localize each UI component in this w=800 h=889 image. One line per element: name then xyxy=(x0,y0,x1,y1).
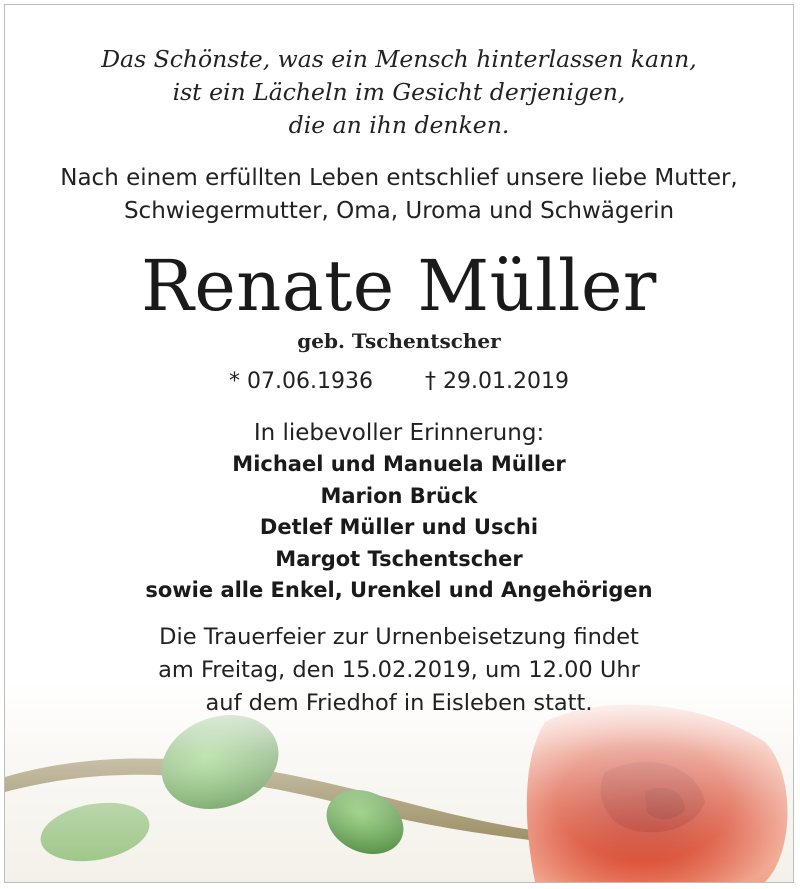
mourner: Marion Brück xyxy=(320,483,478,508)
quote-line: Das Schönste, was ein Mensch hinterlassen kann, xyxy=(101,45,697,73)
intro-line: Schwiegermutter, Oma, Uroma und Schwägerin xyxy=(123,198,675,224)
mourner: sowie alle Enkel, Urenkel und Angehörigen xyxy=(145,578,653,602)
memory-section xyxy=(5,418,793,607)
obituary-text xyxy=(5,5,793,720)
memory-heading: In liebevoller Erinnerung: xyxy=(253,420,545,446)
death-date: † 29.01.2019 xyxy=(425,369,569,394)
obituary-card xyxy=(4,4,794,883)
quote-line: die an ihn denken. xyxy=(288,111,510,139)
mourner: Margot Tschentscher xyxy=(275,546,523,571)
service-line: am Freitag, den 15.02.2019, um 12.00 Uhr xyxy=(158,656,640,683)
intro-line: Nach einem erfüllten Leben entschlief unsere liebe Mutter, xyxy=(60,165,738,191)
birth-date: * 07.06.1936 xyxy=(229,369,373,394)
service-line: Die Trauerfeier zur Urnenbeisetzung findet xyxy=(159,623,639,650)
quote-line: ist ein Lächeln im Gesicht derjenigen, xyxy=(172,78,626,106)
life-dates xyxy=(5,366,793,398)
memorial-quote xyxy=(5,43,793,142)
announcement-intro xyxy=(5,162,793,228)
mourners-list xyxy=(5,449,793,607)
mourner: Detlef Müller und Uschi xyxy=(259,515,539,539)
deceased-name: Renate Müller xyxy=(141,245,657,327)
maiden-name: geb. Tschentscher xyxy=(297,329,501,353)
mourner: Michael und Manuela Müller xyxy=(232,452,566,476)
service-line: auf dem Friedhof in Eisleben statt. xyxy=(205,689,593,716)
funeral-service-info xyxy=(5,621,793,720)
